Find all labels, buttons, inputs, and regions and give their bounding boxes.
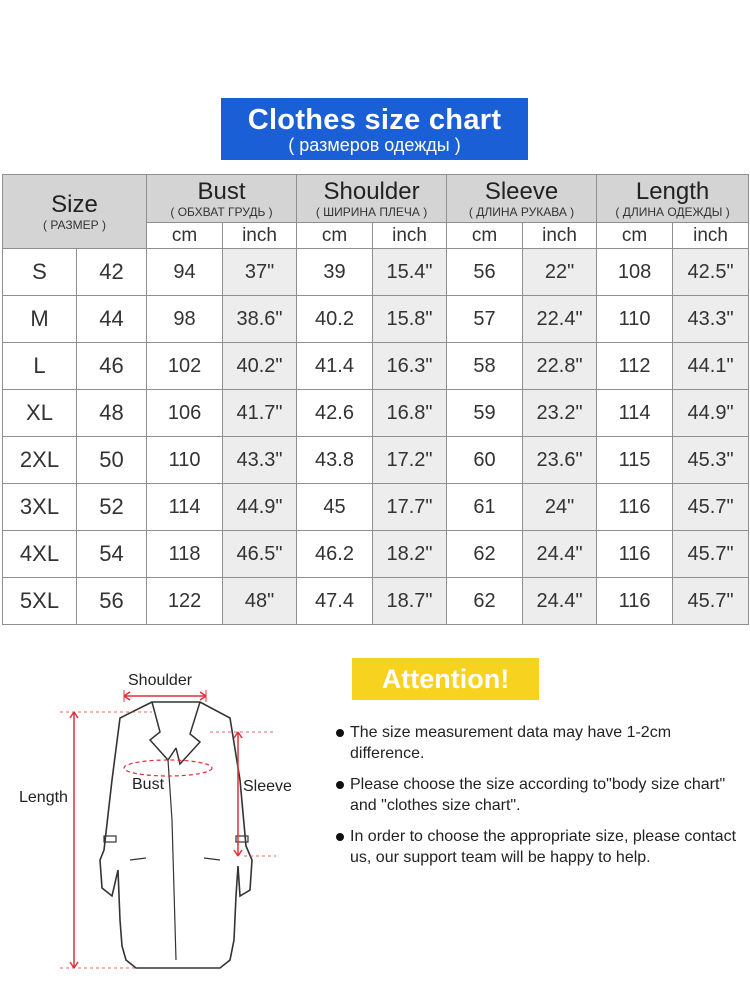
sleeve-in-cell: 22.8" bbox=[523, 343, 597, 390]
shoulder-in-cell: 15.4" bbox=[373, 249, 447, 296]
bust-header-title: Bust bbox=[197, 177, 246, 205]
bullet-icon bbox=[336, 833, 344, 841]
bust-in-cell: 46.5" bbox=[223, 531, 297, 578]
length-cm-cell: 116 bbox=[597, 531, 673, 578]
table-row bbox=[3, 390, 749, 437]
sleeve-label: Sleeve bbox=[243, 778, 292, 795]
bust-in-cell: 41.7" bbox=[223, 390, 297, 437]
length-in-cell: 42.5" bbox=[673, 249, 749, 296]
chart-title-banner bbox=[221, 98, 528, 160]
table-row bbox=[3, 437, 749, 484]
unit-cm: cm bbox=[297, 223, 373, 249]
shoulder-in-cell: 17.2" bbox=[373, 437, 447, 484]
sleeve-in-cell: 24.4" bbox=[523, 531, 597, 578]
length-cm-cell: 112 bbox=[597, 343, 673, 390]
table-row bbox=[3, 531, 749, 578]
note-item bbox=[334, 826, 744, 868]
sleeve-in-cell: 22" bbox=[523, 249, 597, 296]
size-header-sub: ( РАЗМЕР ) bbox=[43, 217, 106, 232]
table-row bbox=[3, 343, 749, 390]
bust-label: Bust bbox=[132, 776, 165, 793]
table-row bbox=[3, 578, 749, 625]
length-cm-cell: 110 bbox=[597, 296, 673, 343]
length-in-cell: 45.7" bbox=[673, 531, 749, 578]
size-label-cell: XL bbox=[3, 390, 77, 437]
unit-cm: cm bbox=[597, 223, 673, 249]
length-in-cell: 44.9" bbox=[673, 390, 749, 437]
shoulder-in-cell: 15.8" bbox=[373, 296, 447, 343]
bust-header-cell bbox=[147, 175, 297, 223]
shoulder-in-cell: 17.7" bbox=[373, 484, 447, 531]
shoulder-cm-cell: 46.2 bbox=[297, 531, 373, 578]
unit-cm: cm bbox=[447, 223, 523, 249]
bust-header-sub: ( ОБХВАТ ГРУДЬ ) bbox=[170, 204, 273, 219]
size-table bbox=[2, 174, 749, 625]
note-item bbox=[334, 774, 744, 816]
shoulder-cm-cell: 45 bbox=[297, 484, 373, 531]
bust-in-cell: 44.9" bbox=[223, 484, 297, 531]
bust-cm-cell: 118 bbox=[147, 531, 223, 578]
sleeve-cm-cell: 62 bbox=[447, 578, 523, 625]
sleeve-header-title: Sleeve bbox=[484, 177, 559, 205]
table-row bbox=[3, 249, 749, 296]
sleeve-cm-cell: 58 bbox=[447, 343, 523, 390]
size-header-cell bbox=[3, 175, 147, 249]
length-cm-cell: 115 bbox=[597, 437, 673, 484]
sleeve-in-cell: 24" bbox=[523, 484, 597, 531]
shoulder-cm-cell: 47.4 bbox=[297, 578, 373, 625]
sleeve-cm-cell: 56 bbox=[447, 249, 523, 296]
note-text: The size measurement data may have 1-2cm difference. bbox=[350, 724, 672, 762]
sleeve-cm-cell: 62 bbox=[447, 531, 523, 578]
bust-cm-cell: 110 bbox=[147, 437, 223, 484]
note-item bbox=[334, 722, 744, 764]
size-number-cell: 56 bbox=[77, 578, 147, 625]
shoulder-header-title: Shoulder bbox=[323, 177, 420, 205]
shoulder-cm-cell: 41.4 bbox=[297, 343, 373, 390]
note-text: Please choose the size according to"body size chart" and "clothes size chart". bbox=[350, 776, 726, 814]
length-in-cell: 43.3" bbox=[673, 296, 749, 343]
sleeve-in-cell: 23.6" bbox=[523, 437, 597, 484]
bust-cm-cell: 102 bbox=[147, 343, 223, 390]
bust-in-cell: 43.3" bbox=[223, 437, 297, 484]
bust-cm-cell: 98 bbox=[147, 296, 223, 343]
shoulder-cm-cell: 43.8 bbox=[297, 437, 373, 484]
shoulder-cm-cell: 42.6 bbox=[297, 390, 373, 437]
sleeve-cm-cell: 61 bbox=[447, 484, 523, 531]
shoulder-label: Shoulder bbox=[128, 672, 193, 689]
length-label: Length bbox=[19, 789, 68, 806]
sleeve-in-cell: 22.4" bbox=[523, 296, 597, 343]
length-cm-cell: 116 bbox=[597, 484, 673, 531]
chart-subtitle: ( размеров одежды ) bbox=[288, 135, 461, 155]
sleeve-in-cell: 24.4" bbox=[523, 578, 597, 625]
length-in-cell: 44.1" bbox=[673, 343, 749, 390]
length-cm-cell: 108 bbox=[597, 249, 673, 296]
sleeve-in-cell: 23.2" bbox=[523, 390, 597, 437]
length-cm-cell: 114 bbox=[597, 390, 673, 437]
shoulder-cm-cell: 40.2 bbox=[297, 296, 373, 343]
length-header-sub: ( ДЛИНА ОДЕЖДЫ ) bbox=[615, 204, 730, 219]
coat-diagram bbox=[0, 660, 330, 1000]
table-row bbox=[3, 484, 749, 531]
note-text: In order to choose the appropriate size, please contact us, our support team will be happy to help. bbox=[350, 828, 737, 866]
sleeve-cm-cell: 57 bbox=[447, 296, 523, 343]
shoulder-header-sub: ( ШИРИНА ПЛЕЧА ) bbox=[315, 204, 428, 219]
size-number-cell: 42 bbox=[77, 249, 147, 296]
unit-cm: cm bbox=[147, 223, 223, 249]
size-number-cell: 52 bbox=[77, 484, 147, 531]
size-label-cell: S bbox=[3, 249, 77, 296]
shoulder-in-cell: 16.8" bbox=[373, 390, 447, 437]
bust-cm-cell: 122 bbox=[147, 578, 223, 625]
size-number-cell: 44 bbox=[77, 296, 147, 343]
bullet-icon bbox=[336, 729, 344, 737]
size-number-cell: 54 bbox=[77, 531, 147, 578]
bust-cm-cell: 106 bbox=[147, 390, 223, 437]
shoulder-in-cell: 16.3" bbox=[373, 343, 447, 390]
size-label-cell: L bbox=[3, 343, 77, 390]
unit-inch: inch bbox=[373, 223, 447, 249]
bust-in-cell: 48" bbox=[223, 578, 297, 625]
bust-in-cell: 37" bbox=[223, 249, 297, 296]
sleeve-header-cell bbox=[447, 175, 597, 223]
unit-inch: inch bbox=[523, 223, 597, 249]
length-in-cell: 45.3" bbox=[673, 437, 749, 484]
size-number-cell: 50 bbox=[77, 437, 147, 484]
bust-in-cell: 38.6" bbox=[223, 296, 297, 343]
bullet-icon bbox=[336, 781, 344, 789]
table-row bbox=[3, 296, 749, 343]
size-number-cell: 48 bbox=[77, 390, 147, 437]
shoulder-header-cell bbox=[297, 175, 447, 223]
size-label-cell: 4XL bbox=[3, 531, 77, 578]
size-number-cell: 46 bbox=[77, 343, 147, 390]
length-in-cell: 45.7" bbox=[673, 578, 749, 625]
unit-inch: inch bbox=[673, 223, 749, 249]
unit-inch: inch bbox=[223, 223, 297, 249]
sleeve-cm-cell: 59 bbox=[447, 390, 523, 437]
size-label-cell: 5XL bbox=[3, 578, 77, 625]
attention-banner: Attention! bbox=[352, 658, 539, 700]
coat-outline-icon bbox=[0, 660, 330, 1000]
shoulder-in-cell: 18.2" bbox=[373, 531, 447, 578]
length-cm-cell: 116 bbox=[597, 578, 673, 625]
length-header-cell bbox=[597, 175, 749, 223]
bust-in-cell: 40.2" bbox=[223, 343, 297, 390]
shoulder-cm-cell: 39 bbox=[297, 249, 373, 296]
size-label-cell: 2XL bbox=[3, 437, 77, 484]
size-label-cell: 3XL bbox=[3, 484, 77, 531]
size-label-cell: M bbox=[3, 296, 77, 343]
bust-cm-cell: 114 bbox=[147, 484, 223, 531]
length-header-title: Length bbox=[635, 177, 710, 205]
size-header-title: Size bbox=[51, 190, 98, 218]
sleeve-cm-cell: 60 bbox=[447, 437, 523, 484]
length-in-cell: 45.7" bbox=[673, 484, 749, 531]
attention-notes bbox=[334, 722, 744, 878]
chart-title: Clothes size chart bbox=[247, 104, 502, 136]
sleeve-header-sub: ( ДЛИНА РУКАВА ) bbox=[468, 204, 575, 219]
bust-cm-cell: 94 bbox=[147, 249, 223, 296]
shoulder-in-cell: 18.7" bbox=[373, 578, 447, 625]
